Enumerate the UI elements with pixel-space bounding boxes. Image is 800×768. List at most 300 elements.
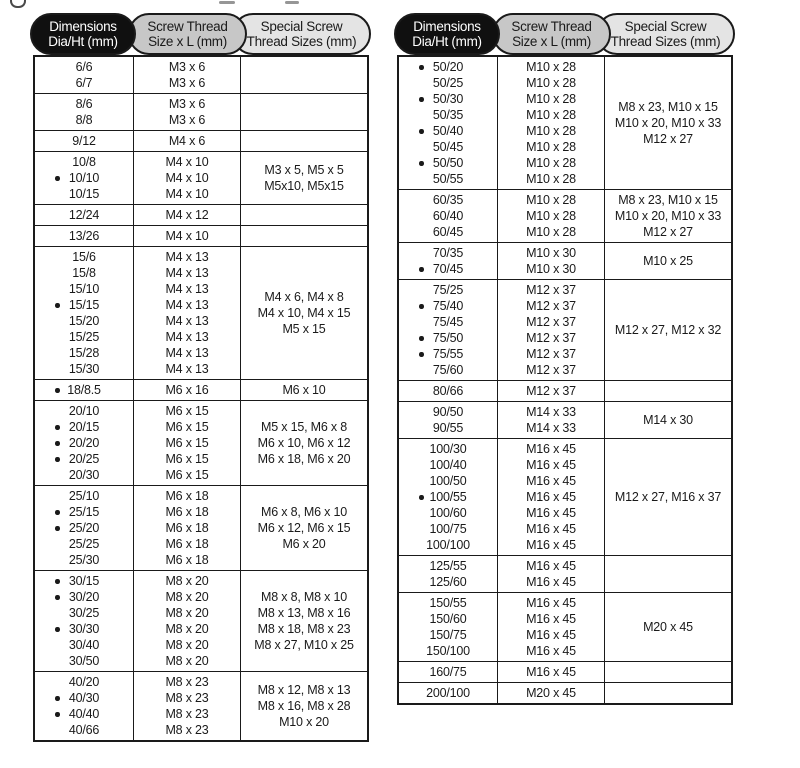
dia-ht-value: 30/30 — [35, 621, 133, 637]
table-header-right — [397, 13, 733, 55]
dia-ht-value: 30/25 — [68, 606, 100, 620]
bullet-dot-icon — [419, 161, 424, 166]
thread-size-value: M12 x 37 — [526, 283, 576, 297]
thread-size-column-cell — [133, 131, 240, 151]
cropped-text-fragment — [219, 1, 235, 4]
dia-ht-value: 50/55 — [432, 172, 464, 186]
dimensions-table-left — [33, 13, 369, 742]
thread-size-column-cell — [133, 486, 240, 570]
thread-size-column-cell — [497, 683, 604, 703]
dia-ht-value: 40/30 — [35, 690, 133, 706]
table-row-group — [35, 226, 367, 247]
table-row-group — [35, 380, 367, 401]
dia-ht-value: 30/20 — [35, 589, 133, 605]
special-screw-header-pill — [596, 13, 735, 55]
table-row-group — [35, 486, 367, 571]
thread-size-value: M10 x 28 — [526, 209, 576, 223]
table-row-group — [399, 381, 731, 402]
header-label: Screw Thread — [511, 19, 592, 34]
thread-size-value: M8 x 20 — [165, 622, 209, 636]
thread-size-column-cell — [133, 401, 240, 485]
header-label: Dia/Ht (mm) — [48, 34, 118, 49]
bullet-dot-icon — [55, 595, 60, 600]
thread-size-column-cell — [497, 556, 604, 592]
dia-ht-value: 75/60 — [432, 363, 464, 377]
special-sizes-column-cell — [604, 280, 731, 380]
special-sizes-column-cell — [240, 672, 367, 740]
dia-ht-column-cell — [35, 571, 133, 671]
special-thread-size-line: M10 x 20, M10 x 33 — [614, 209, 722, 223]
special-sizes-column-cell — [240, 571, 367, 671]
table-row-group — [399, 402, 731, 439]
thread-size-value: M4 x 13 — [165, 282, 209, 296]
special-thread-size-line: M8 x 16, M8 x 28 — [257, 699, 351, 713]
thread-size-column-cell — [133, 571, 240, 671]
special-thread-size-line: M10 x 20, M10 x 33 — [614, 116, 722, 130]
special-thread-size-line: M12 x 27 — [643, 132, 693, 146]
thread-size-value: M16 x 45 — [526, 442, 576, 456]
special-thread-size-line: M3 x 5, M5 x 5 — [264, 163, 344, 177]
dia-ht-value: 75/55 — [399, 346, 497, 362]
special-sizes-column-cell — [604, 556, 731, 592]
dia-ht-column-cell — [35, 380, 133, 400]
special-sizes-column-cell — [604, 439, 731, 555]
dia-ht-value: 90/50 — [432, 405, 464, 419]
special-sizes-column-cell — [240, 152, 367, 204]
thread-size-value: M20 x 45 — [526, 686, 576, 700]
thread-size-value: M16 x 45 — [526, 458, 576, 472]
header-label: Special Screw — [260, 19, 343, 34]
thread-size-value: M8 x 20 — [165, 590, 209, 604]
special-sizes-column-cell — [604, 381, 731, 401]
thread-size-value: M16 x 45 — [526, 665, 576, 679]
thread-size-value: M8 x 23 — [165, 707, 209, 721]
thread-size-value: M4 x 13 — [165, 346, 209, 360]
dia-ht-value: 20/25 — [35, 451, 133, 467]
thread-size-value: M6 x 15 — [165, 420, 209, 434]
dia-ht-value: 125/60 — [429, 575, 467, 589]
bullet-dot-icon — [419, 267, 424, 272]
dia-ht-column-cell — [399, 280, 497, 380]
bullet-dot-icon — [55, 303, 60, 308]
thread-size-value: M4 x 13 — [165, 250, 209, 264]
dia-ht-column-cell — [399, 439, 497, 555]
thread-size-value: M4 x 10 — [165, 229, 209, 243]
table-row-group — [399, 556, 731, 593]
thread-size-value: M16 x 45 — [526, 612, 576, 626]
table-header-left — [33, 13, 369, 55]
dia-ht-value: 75/45 — [432, 315, 464, 329]
special-sizes-column-cell — [240, 401, 367, 485]
dia-ht-value: 60/45 — [432, 225, 464, 239]
thread-size-column-cell — [133, 226, 240, 246]
dia-ht-value: 150/60 — [429, 612, 467, 626]
table-row-group — [35, 247, 367, 380]
bullet-dot-icon — [55, 457, 60, 462]
thread-size-value: M16 x 45 — [526, 644, 576, 658]
dia-ht-value: 15/10 — [68, 282, 100, 296]
header-label: Thread Sizes (mm) — [246, 34, 357, 49]
table-row-group — [399, 280, 731, 381]
thread-size-value: M16 x 45 — [526, 506, 576, 520]
thread-size-value: M6 x 18 — [165, 553, 209, 567]
bullet-dot-icon — [419, 336, 424, 341]
special-thread-size-line: M6 x 10, M6 x 12 — [257, 436, 351, 450]
thread-size-value: M12 x 37 — [526, 331, 576, 345]
dia-ht-value: 50/25 — [432, 76, 464, 90]
header-label: Size x L (mm) — [512, 34, 591, 49]
dia-ht-column-cell — [35, 486, 133, 570]
thread-size-value: M6 x 15 — [165, 468, 209, 482]
bullet-dot-icon — [55, 712, 60, 717]
dia-ht-value: 100/55 — [399, 489, 497, 505]
dia-ht-value: 18/8.5 — [35, 382, 133, 398]
thread-size-value: M3 x 6 — [168, 76, 206, 90]
dia-ht-value: 150/55 — [429, 596, 467, 610]
dia-ht-value: 20/20 — [35, 435, 133, 451]
dia-ht-column-cell — [35, 152, 133, 204]
dia-ht-value: 75/40 — [399, 298, 497, 314]
dia-ht-column-cell — [399, 402, 497, 438]
thread-size-value: M16 x 45 — [526, 575, 576, 589]
thread-size-value: M6 x 15 — [165, 436, 209, 450]
thread-size-value: M16 x 45 — [526, 538, 576, 552]
dia-ht-value: 70/45 — [399, 261, 497, 277]
thread-size-value: M8 x 20 — [165, 574, 209, 588]
special-thread-size-line: M6 x 8, M6 x 10 — [261, 505, 347, 519]
dia-ht-value: 90/55 — [432, 421, 464, 435]
thread-size-value: M12 x 37 — [526, 363, 576, 377]
thread-size-column-cell — [497, 402, 604, 438]
special-thread-size-line: M8 x 18, M8 x 23 — [257, 622, 351, 636]
dia-ht-value: 150/100 — [426, 644, 470, 658]
special-sizes-column-cell — [604, 57, 731, 189]
thread-size-column-cell — [497, 190, 604, 242]
thread-size-value: M12 x 37 — [526, 315, 576, 329]
thread-size-value: M3 x 6 — [168, 97, 206, 111]
thread-size-value: M12 x 37 — [526, 347, 576, 361]
dia-ht-value: 100/50 — [429, 474, 467, 488]
dia-ht-value: 50/30 — [399, 91, 497, 107]
special-thread-size-line: M8 x 13, M8 x 16 — [257, 606, 351, 620]
special-thread-size-line: M4 x 10, M4 x 15 — [257, 306, 351, 320]
dia-ht-value: 15/30 — [68, 362, 100, 376]
dia-ht-column-cell — [399, 381, 497, 401]
special-thread-size-line: M12 x 27, M12 x 32 — [614, 323, 722, 337]
dia-ht-value: 100/40 — [429, 458, 467, 472]
thread-size-value: M4 x 13 — [165, 266, 209, 280]
dia-ht-value: 9/12 — [72, 134, 96, 148]
dia-ht-value: 30/40 — [68, 638, 100, 652]
dia-ht-value: 15/20 — [68, 314, 100, 328]
thread-size-value: M6 x 18 — [165, 489, 209, 503]
thread-size-value: M4 x 10 — [165, 187, 209, 201]
special-sizes-column-cell — [604, 402, 731, 438]
thread-size-value: M14 x 33 — [526, 421, 576, 435]
table-row-group — [399, 662, 731, 683]
thread-size-value: M4 x 12 — [165, 208, 209, 222]
header-label: Size x L (mm) — [148, 34, 227, 49]
dia-ht-value: 8/6 — [75, 97, 93, 111]
dia-ht-value: 125/55 — [429, 559, 467, 573]
dia-ht-value: 100/60 — [429, 506, 467, 520]
special-sizes-column-cell — [240, 486, 367, 570]
table-row-group — [399, 683, 731, 703]
dia-ht-value: 20/10 — [68, 404, 100, 418]
special-thread-size-line: M6 x 12, M6 x 15 — [257, 521, 351, 535]
thread-size-column-cell — [133, 94, 240, 130]
dia-ht-value: 15/28 — [68, 346, 100, 360]
thread-size-value: M6 x 15 — [165, 452, 209, 466]
thread-size-value: M4 x 13 — [165, 298, 209, 312]
dia-ht-value: 30/50 — [68, 654, 100, 668]
dia-ht-value: 80/66 — [432, 384, 464, 398]
table-row-group — [399, 243, 731, 280]
bullet-dot-icon — [419, 65, 424, 70]
thread-size-value: M6 x 16 — [165, 383, 209, 397]
thread-size-value: M10 x 30 — [526, 246, 576, 260]
header-label: Dia/Ht (mm) — [412, 34, 482, 49]
dia-ht-column-cell — [399, 243, 497, 279]
thread-size-column-cell — [497, 280, 604, 380]
thread-size-value: M8 x 20 — [165, 654, 209, 668]
thread-size-value: M4 x 13 — [165, 314, 209, 328]
special-sizes-column-cell — [240, 247, 367, 379]
thread-size-value: M10 x 28 — [526, 156, 576, 170]
thread-size-column-cell — [497, 57, 604, 189]
bullet-dot-icon — [55, 425, 60, 430]
dia-ht-column-cell — [399, 593, 497, 661]
dia-ht-value: 15/8 — [72, 266, 96, 280]
special-thread-size-line: M6 x 10 — [282, 383, 326, 397]
dia-ht-value: 50/35 — [432, 108, 464, 122]
dia-ht-value: 75/25 — [432, 283, 464, 297]
table-row-group — [35, 571, 367, 672]
table-body-right — [397, 55, 733, 705]
special-sizes-column-cell — [240, 57, 367, 93]
thread-size-value: M3 x 6 — [168, 113, 206, 127]
dia-ht-value: 15/25 — [68, 330, 100, 344]
thread-size-column-cell — [133, 152, 240, 204]
bullet-dot-icon — [419, 97, 424, 102]
thread-size-value: M8 x 23 — [165, 691, 209, 705]
header-label: Dimensions — [49, 19, 117, 34]
dia-ht-value: 100/75 — [429, 522, 467, 536]
bullet-dot-icon — [55, 510, 60, 515]
thread-size-column-cell — [497, 439, 604, 555]
dia-ht-value: 50/20 — [399, 59, 497, 75]
bullet-dot-icon — [55, 526, 60, 531]
special-thread-size-line: M5x10, M5x15 — [264, 179, 344, 193]
thread-size-value: M10 x 30 — [526, 262, 576, 276]
special-thread-size-line: M12 x 27 — [643, 225, 693, 239]
thread-size-column-cell — [133, 57, 240, 93]
dia-ht-value: 10/15 — [68, 187, 100, 201]
dia-ht-value: 50/45 — [432, 140, 464, 154]
dia-ht-value: 25/30 — [68, 553, 100, 567]
special-thread-size-line: M5 x 15, M6 x 8 — [261, 420, 347, 434]
special-thread-size-line: M6 x 20 — [282, 537, 326, 551]
cropped-text-fragment — [285, 1, 299, 4]
dia-ht-value: 60/35 — [432, 193, 464, 207]
dia-ht-column-cell — [399, 190, 497, 242]
thread-size-value: M10 x 28 — [526, 92, 576, 106]
special-sizes-column-cell — [604, 190, 731, 242]
header-label: Dimensions — [413, 19, 481, 34]
thread-size-value: M4 x 6 — [168, 134, 206, 148]
special-sizes-column-cell — [240, 94, 367, 130]
thread-size-value: M16 x 45 — [526, 522, 576, 536]
header-label: Special Screw — [624, 19, 707, 34]
dia-ht-value: 50/40 — [399, 123, 497, 139]
thread-size-value: M10 x 28 — [526, 108, 576, 122]
dia-ht-value: 25/15 — [35, 504, 133, 520]
thread-size-value: M10 x 28 — [526, 60, 576, 74]
special-thread-size-line: M14 x 30 — [643, 413, 693, 427]
thread-size-value: M4 x 13 — [165, 330, 209, 344]
special-sizes-column-cell — [604, 593, 731, 661]
special-sizes-column-cell — [604, 683, 731, 703]
dia-ht-value: 20/30 — [68, 468, 100, 482]
thread-size-column-cell — [497, 243, 604, 279]
dia-ht-value: 150/75 — [429, 628, 467, 642]
bullet-dot-icon — [55, 388, 60, 393]
bullet-dot-icon — [55, 627, 60, 632]
table-row-group — [399, 57, 731, 190]
thread-size-value: M16 x 45 — [526, 596, 576, 610]
thread-size-value: M6 x 18 — [165, 537, 209, 551]
dia-ht-column-cell — [35, 226, 133, 246]
dia-ht-value: 15/6 — [72, 250, 96, 264]
thread-size-value: M10 x 28 — [526, 172, 576, 186]
thread-size-column-cell — [133, 380, 240, 400]
special-thread-size-line: M10 x 20 — [279, 715, 329, 729]
special-thread-size-line: M6 x 18, M6 x 20 — [257, 452, 351, 466]
table-row-group — [35, 131, 367, 152]
dia-ht-value: 40/40 — [35, 706, 133, 722]
dia-ht-value: 20/15 — [35, 419, 133, 435]
dia-ht-value: 6/7 — [75, 76, 93, 90]
dia-ht-column-cell — [35, 401, 133, 485]
dia-ht-column-cell — [399, 57, 497, 189]
table-row-group — [399, 439, 731, 556]
special-sizes-column-cell — [604, 243, 731, 279]
dia-ht-value: 100/30 — [429, 442, 467, 456]
dia-ht-column-cell — [35, 205, 133, 225]
thread-size-value: M16 x 45 — [526, 559, 576, 573]
thread-size-value: M16 x 45 — [526, 628, 576, 642]
dia-ht-value: 60/40 — [432, 209, 464, 223]
dia-ht-column-cell — [35, 672, 133, 740]
thread-size-value: M10 x 28 — [526, 193, 576, 207]
thread-size-value: M3 x 6 — [168, 60, 206, 74]
dia-ht-column-cell — [35, 131, 133, 151]
thread-size-column-cell — [133, 205, 240, 225]
special-thread-size-line: M8 x 23, M10 x 15 — [618, 193, 718, 207]
thread-size-column-cell — [133, 247, 240, 379]
thread-size-value: M4 x 10 — [165, 155, 209, 169]
dia-ht-column-cell — [399, 662, 497, 682]
dimensions-header-pill — [394, 13, 500, 55]
bullet-dot-icon — [419, 129, 424, 134]
table-row-group — [399, 190, 731, 243]
dia-ht-value: 70/35 — [432, 246, 464, 260]
table-row-group — [35, 672, 367, 740]
dia-ht-value: 40/66 — [68, 723, 100, 737]
dia-ht-value: 25/25 — [68, 537, 100, 551]
special-screw-header-pill — [232, 13, 371, 55]
bullet-dot-icon — [55, 176, 60, 181]
thread-size-value: M4 x 13 — [165, 362, 209, 376]
header-label: Thread Sizes (mm) — [610, 34, 721, 49]
bullet-dot-icon — [55, 696, 60, 701]
thread-size-column-cell — [497, 662, 604, 682]
special-thread-size-line: M4 x 6, M4 x 8 — [264, 290, 344, 304]
thread-size-value: M8 x 23 — [165, 723, 209, 737]
table-body-left — [33, 55, 369, 742]
special-thread-size-line: M8 x 12, M8 x 13 — [257, 683, 351, 697]
bullet-dot-icon — [419, 352, 424, 357]
thread-size-value: M10 x 28 — [526, 140, 576, 154]
dia-ht-value: 25/10 — [68, 489, 100, 503]
special-thread-size-line: M8 x 23, M10 x 15 — [618, 100, 718, 114]
dia-ht-value: 13/26 — [68, 229, 100, 243]
thread-size-column-cell — [497, 381, 604, 401]
dia-ht-value: 15/15 — [35, 297, 133, 313]
thread-size-value: M4 x 10 — [165, 171, 209, 185]
thread-size-column-cell — [133, 672, 240, 740]
dia-ht-value: 100/100 — [426, 538, 470, 552]
thread-size-value: M10 x 28 — [526, 124, 576, 138]
bullet-dot-icon — [55, 579, 60, 584]
thread-size-value: M16 x 45 — [526, 490, 576, 504]
special-thread-size-line: M8 x 8, M8 x 10 — [261, 590, 347, 604]
dia-ht-value: 10/8 — [72, 155, 96, 169]
table-row-group — [35, 152, 367, 205]
thread-size-value: M16 x 45 — [526, 474, 576, 488]
thread-size-value: M8 x 23 — [165, 675, 209, 689]
dia-ht-value: 10/10 — [35, 170, 133, 186]
dia-ht-value: 25/20 — [35, 520, 133, 536]
dia-ht-value: 50/50 — [399, 155, 497, 171]
thread-size-value: M14 x 33 — [526, 405, 576, 419]
dia-ht-value: 12/24 — [68, 208, 100, 222]
bullet-dot-icon — [419, 304, 424, 309]
thread-size-column-cell — [497, 593, 604, 661]
special-thread-size-line: M10 x 25 — [643, 254, 693, 268]
thread-size-value: M6 x 15 — [165, 404, 209, 418]
screw-thread-header-pill — [128, 13, 247, 55]
table-row-group — [35, 205, 367, 226]
bullet-dot-icon — [419, 495, 424, 500]
special-thread-size-line: M12 x 27, M16 x 37 — [614, 490, 722, 504]
dia-ht-value: 200/100 — [426, 686, 470, 700]
thread-size-value: M8 x 20 — [165, 606, 209, 620]
dia-ht-column-cell — [399, 556, 497, 592]
dia-ht-value: 40/20 — [68, 675, 100, 689]
thread-size-value: M6 x 18 — [165, 505, 209, 519]
header-label: Screw Thread — [147, 19, 228, 34]
special-sizes-column-cell — [604, 662, 731, 682]
table-row-group — [35, 57, 367, 94]
bullet-dot-icon — [55, 441, 60, 446]
thread-size-value: M12 x 37 — [526, 384, 576, 398]
dimensions-table-right — [397, 13, 733, 705]
table-row-group — [35, 401, 367, 486]
special-thread-size-line: M5 x 15 — [282, 322, 326, 336]
dia-ht-value: 160/75 — [429, 665, 467, 679]
special-sizes-column-cell — [240, 226, 367, 246]
